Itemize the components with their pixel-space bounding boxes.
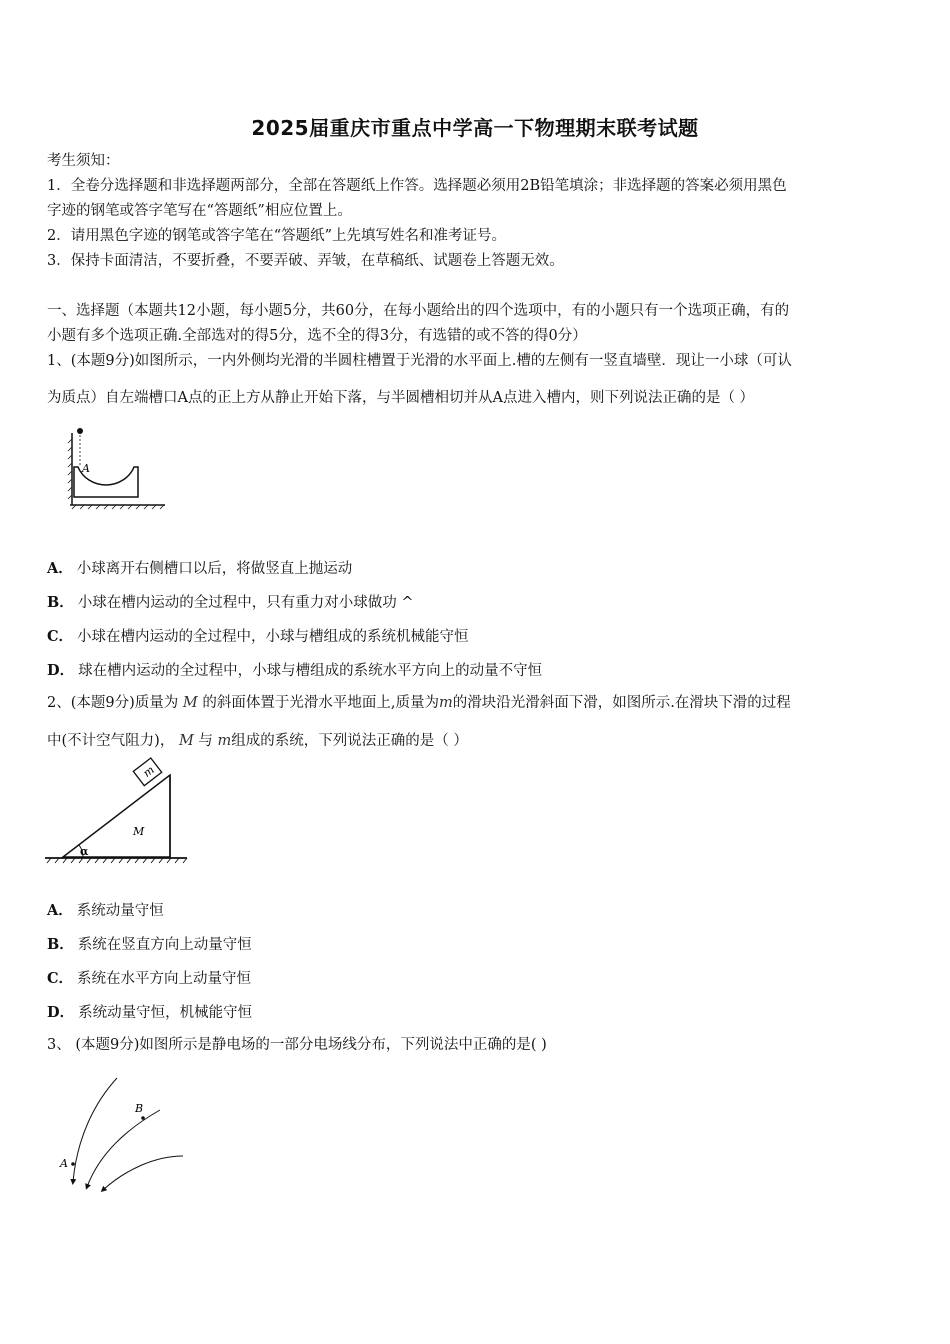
q2-option-d-key: D． <box>47 1004 75 1021</box>
q2-option-c-key: C． <box>47 970 74 987</box>
point-a-dot <box>71 1162 75 1166</box>
q2-l1-c: 的滑块沿光滑斜面下滑，如图所示.在滑块下滑的过程 <box>452 695 791 711</box>
q2-l1-b: 的斜面体置于光滑水平地面上,质量为 <box>202 695 439 711</box>
q2-option-c-text: 系统在水平方向上动量守恒 <box>77 971 252 987</box>
field-line-3 <box>103 1156 183 1190</box>
notice-item-1-cont: 字迹的钢笔或答字笔写在“答题纸”相应位置上。 <box>47 203 352 219</box>
field-line-2 <box>87 1110 160 1187</box>
q2-fig-label-m: m <box>140 763 157 780</box>
q1-option-d-text: 球在槽内运动的全过程中，小球与槽组成的系统水平方向上的动量不守恒 <box>78 663 543 679</box>
q2-option-d[interactable] <box>47 1001 252 1022</box>
q1-option-c-key: C． <box>47 628 74 645</box>
q1-option-b-key: B． <box>47 594 74 611</box>
ball-dot <box>77 428 83 434</box>
q1-fig-label-a: A <box>82 462 90 475</box>
q2-fig-label-M: M <box>133 825 145 838</box>
q2-stem-line1 <box>47 692 907 714</box>
q1-option-a-text: 小球离开右侧槽口以后，将做竖直上抛运动 <box>76 561 353 577</box>
q1-option-c[interactable] <box>47 625 469 646</box>
q2-option-c[interactable] <box>47 967 251 988</box>
notice-item-2: 2．请用黑色字迹的钢笔或答字笔在“答题纸”上先填写姓名和准考证号。 <box>47 228 507 244</box>
page-title: 2025届重庆市重点中学高一下物理期末联考试题 <box>251 116 699 140</box>
q2-l2-c: 组成的系统，下列说法正确的是（ ） <box>231 733 468 749</box>
q2-option-b[interactable] <box>47 933 252 954</box>
q1-option-d-key: D． <box>47 662 75 679</box>
q2-option-b-text: 系统在竖直方向上动量守恒 <box>77 937 252 953</box>
q3-stem-line1: 3、 (本题9分)如图所示是静电场的一部分电场线分布，下列说法中正确的是( ) <box>47 1037 547 1053</box>
q2-l2-b: 与 <box>198 733 213 749</box>
q2-option-d-text: 系统动量守恒，机械能守恒 <box>78 1005 253 1021</box>
q2-stem-line2 <box>47 730 907 752</box>
q1-option-b[interactable] <box>47 591 414 612</box>
q1-option-b-text: 小球在槽内运动的全过程中，只有重力对小球做功 ^ <box>77 595 414 611</box>
q3-fig-label-b: B <box>135 1102 144 1115</box>
q1-option-a-key: A． <box>47 560 73 577</box>
q2-option-a-key: A． <box>47 902 73 919</box>
q1-option-d[interactable] <box>47 659 542 680</box>
q2-fig-label-alpha: α <box>80 845 89 858</box>
q2-option-a-text: 系统动量守恒 <box>76 903 164 919</box>
q1-option-c-text: 小球在槽内运动的全过程中，小球与槽组成的系统机械能守恒 <box>77 629 469 645</box>
q2-l1-mass-M: M <box>182 695 198 711</box>
q1-option-a[interactable] <box>47 557 352 578</box>
field-line-1 <box>73 1078 117 1182</box>
section-instructions-line2: 小题有多个选项正确.全部选对的得5分，选不全的得3分，有选错的或不答的得0分） <box>47 328 587 344</box>
q2-option-b-key: B． <box>47 936 74 953</box>
q1-figure-semicircle-groove <box>60 425 175 515</box>
q2-l2-a: 中(不计空气阻力)， <box>47 733 175 749</box>
notice-item-1: 1．全卷分选择题和非选择题两部分，全部在答题纸上作答。选择题必须用2B铅笔填涂；非选择题的答案必须用黑色 <box>47 178 787 194</box>
q3-figure-electric-field-lines <box>55 1072 195 1197</box>
q1-stem-line1: 1、(本题9分)如图所示，一内外侧均光滑的半圆柱槽置于光滑的水平面上.槽的左侧有一竖直墙壁．现让一小球（可认 <box>47 353 792 369</box>
q2-l2-mass-M: M <box>178 733 194 749</box>
q2-figure-incline <box>45 765 195 875</box>
q1-stem-line2: 为质点）自左端槽口A点的正上方从静止开始下落，与半圆槽相切并从A点进入槽内，则下列说法正确的是（ ） <box>47 390 755 406</box>
notice-item-3: 3．保持卡面清洁，不要折叠，不要弄破、弄皱，在草稿纸、试题卷上答题无效。 <box>47 253 564 269</box>
section-instructions-line1: 一、选择题（本题共12小题，每小题5分，共60分，在每小题给出的四个选项中，有的小题只有一个选项正确，有的 <box>47 303 790 319</box>
q2-l2-mass-m: m <box>217 733 232 749</box>
q3-fig-label-a: A <box>60 1157 68 1170</box>
q2-l1-a: 2、(本题9分)质量为 <box>47 695 179 711</box>
q2-l1-mass-m: m <box>438 695 453 711</box>
q2-option-a[interactable] <box>47 899 164 920</box>
notice-heading: 考生须知： <box>47 153 120 169</box>
point-b-dot <box>141 1116 145 1120</box>
